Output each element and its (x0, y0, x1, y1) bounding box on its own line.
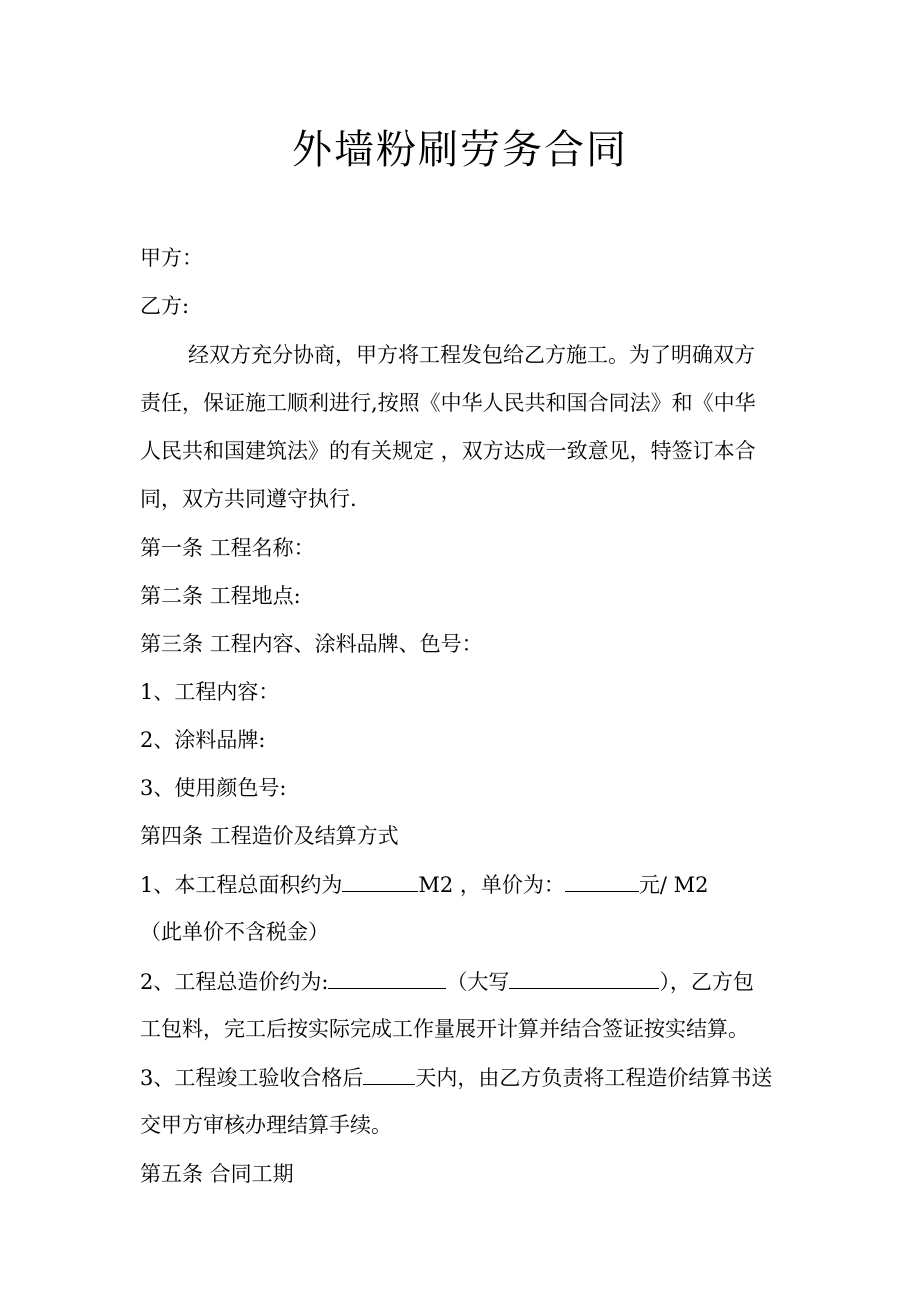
party-b-line: 乙方: (140, 294, 190, 318)
preamble-line-4: 同，双方共同遵守执行. (140, 487, 357, 511)
article-4-item-3 (140, 1062, 800, 1093)
preamble-line-3: 人民共和国建筑法》的有关规定 ，双方达成一致意见，特签订本合 (140, 439, 756, 463)
item-2-mid: （大写 (446, 970, 510, 994)
document-title: 外墙粉刷劳务合同 (292, 127, 628, 173)
article-4-heading: 第四条 工程造价及结算方式 (140, 824, 399, 848)
article-3-heading: 第三条 工程内容、涂料品牌、色号： (140, 632, 483, 656)
article-4-item-1 (140, 869, 800, 900)
article-4-item-1-note: （此单价不含税金） (140, 920, 329, 944)
article-3-item-2: 2、涂料品牌: (140, 728, 266, 752)
item-1-mid: M2 ，单价为： (418, 873, 565, 897)
preamble-line-2: 责任，保证施工顺利进行,按照《中华人民共和国合同法》和《中华 (140, 391, 756, 415)
item-2-prefix: 2、工程总造价约为: (140, 970, 329, 994)
total-cost-blank-field[interactable] (328, 966, 446, 989)
article-4-item-2 (140, 966, 800, 997)
party-a-line: 甲方： (140, 246, 203, 270)
days-blank-field[interactable] (363, 1062, 415, 1085)
area-blank-field[interactable] (342, 869, 418, 892)
article-4-item-3-continued: 交甲方审核办理结算手续。 (140, 1113, 392, 1137)
article-1-heading: 第一条 工程名称： (140, 536, 315, 560)
article-2-heading: 第二条 工程地点: (140, 584, 301, 608)
total-cost-in-words-blank-field[interactable] (509, 966, 659, 989)
item-3-suffix: 天内，由乙方负责将工程造价结算书送 (415, 1066, 773, 1090)
preamble-line-1: 经双方充分协商，甲方将工程发包给乙方施工。为了明确双方 (188, 343, 755, 367)
article-3-item-1: 1、工程内容： (140, 680, 280, 704)
item-3-prefix: 3、工程竣工验收合格后 (140, 1066, 364, 1090)
item-1-prefix: 1、本工程总面积约为 (140, 873, 343, 897)
item-1-suffix: 元/ M2 (638, 873, 709, 897)
article-5-heading: 第五条 合同工期 (140, 1162, 294, 1186)
article-4-item-2-continued: 工包料，完工后按实际完成工作量展开计算并结合签证按实结算。 (140, 1017, 749, 1041)
unit-price-blank-field[interactable] (565, 869, 639, 892)
item-2-suffix: ），乙方包 (659, 970, 754, 994)
article-3-item-3: 3、使用颜色号: (140, 776, 287, 800)
